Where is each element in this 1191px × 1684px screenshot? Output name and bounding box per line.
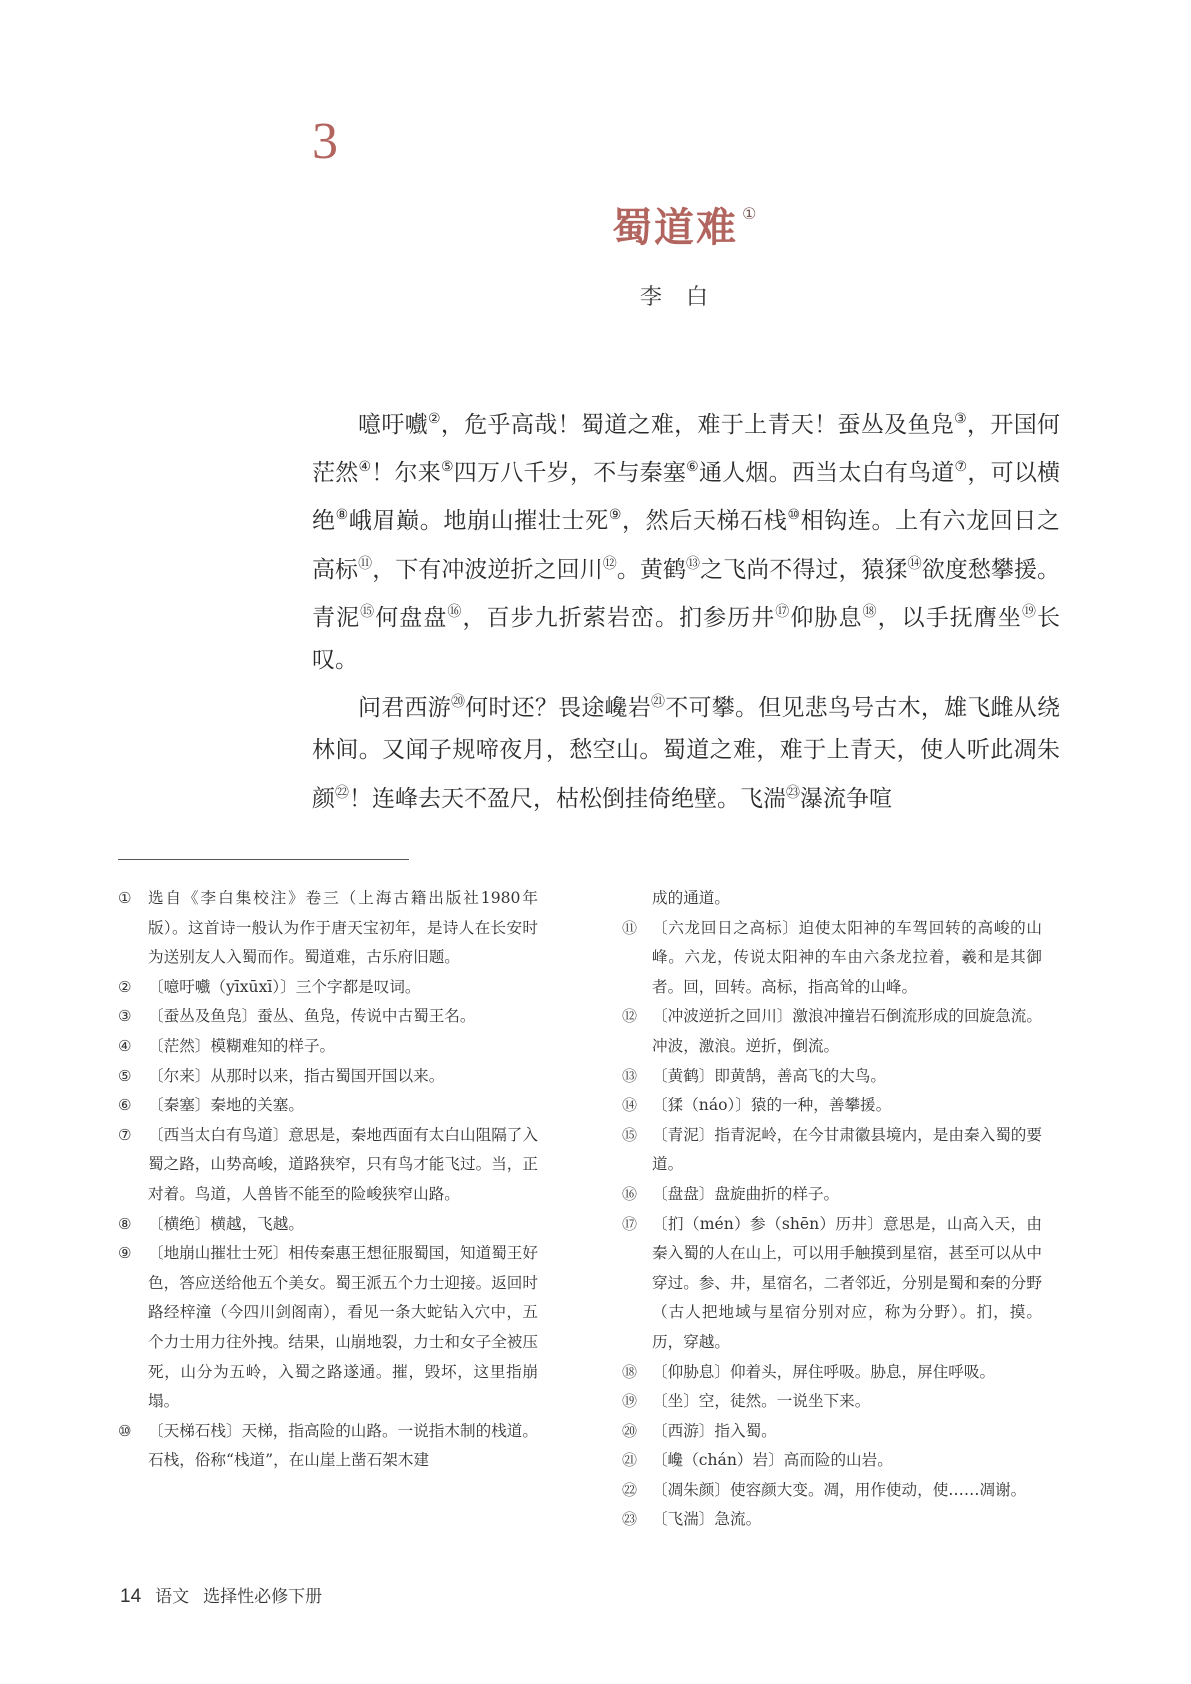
footnote-text: 〔秦塞〕秦地的关塞。 — [148, 1096, 304, 1115]
footnote-number: ① — [118, 889, 132, 907]
footnote-text: 〔仰胁息〕仰着头，屏住呼吸。胁息，屏住呼吸。 — [652, 1362, 996, 1381]
footnote-text: 〔飞湍〕急流。 — [652, 1510, 762, 1529]
footnote-text: 〔蚕丛及鱼凫〕蚕丛、鱼凫，传说中古蜀王名。 — [148, 1007, 476, 1026]
footnote-marker: ⑱ — [862, 603, 878, 620]
footnote-text: 〔西当太白有鸟道〕意思是，秦地西面有太白山阻隔了入蜀之路，山势高峻，道路狭窄，只有鸟才能飞过。当，正对着。鸟道，人兽皆不能至的险峻狭窄山路。 — [148, 1125, 538, 1203]
footnote-marker: ⑬ — [686, 555, 701, 572]
footnote-text: 〔巉（chán）岩〕高而险的山岩。 — [652, 1451, 893, 1470]
footnote-text: 〔猱（náo）〕猿的一种，善攀援。 — [652, 1096, 892, 1115]
poem-body — [312, 398, 1060, 820]
subject-label: 语文 — [155, 1587, 190, 1607]
footnote-marker: ⑩ — [787, 507, 801, 524]
footnote-text: 〔凋朱颜〕使容颜大变。凋，用作使动，使……凋谢。 — [652, 1480, 1027, 1499]
poem-text: 瀑流争喧 — [800, 785, 892, 812]
poem-text: 。黄鹤 — [616, 556, 687, 583]
footnote-marker: ⑥ — [686, 459, 699, 476]
footnote-text: 〔天梯石栈〕天梯，指高险的山路。一说指木制的栈道。石栈，俗称“栈道”，在山崖上凿石架木建 — [148, 1421, 538, 1470]
poem-title — [612, 196, 758, 253]
footnote-marker: ⑤ — [441, 459, 454, 476]
poem-text: 何盘盘 — [375, 604, 448, 631]
poem-text: 仰胁息 — [790, 604, 863, 631]
footnote-text: 〔西游〕指入蜀。 — [652, 1421, 777, 1440]
poem-text: 通人烟。西当太白有鸟道 — [698, 460, 955, 487]
page-footer — [120, 1582, 322, 1608]
footnote-number: ⑫ — [622, 1007, 638, 1026]
poem-text: ，开国何茫然 — [312, 412, 1061, 487]
poem-text: ！连峰去天不盈尺，枯松倒挂倚绝壁。飞湍 — [349, 785, 786, 812]
footnote-number: ㉑ — [622, 1451, 638, 1470]
poem-text: 不可攀。但见悲鸟号古木，雄飞雌从绕林间。又闻子规啼夜月，愁空山。蜀道之难，难于上青天，使人听此凋朱颜 — [312, 695, 1061, 812]
footnotes-right-column — [622, 884, 1042, 1535]
footnote — [118, 1032, 538, 1062]
poem-text: 问君西游 — [358, 695, 451, 722]
footnote — [622, 914, 1042, 1003]
page-number: 14 — [120, 1586, 142, 1607]
footnote — [118, 1121, 538, 1210]
footnote — [622, 1180, 1042, 1210]
poem-text: 长叹。 — [312, 604, 1060, 674]
footnote-marker: ⑧ — [335, 507, 349, 524]
footnote — [622, 1476, 1042, 1506]
footnote-marker: ㉒ — [335, 784, 349, 801]
footnote-marker: ⑨ — [608, 507, 622, 524]
footnote-marker: ③ — [954, 411, 968, 427]
footnote-number: ⑮ — [622, 1125, 638, 1144]
lesson-number: 3 — [312, 113, 338, 170]
footnote-marker: ⑪ — [358, 555, 373, 572]
footnote — [622, 1505, 1042, 1535]
footnote-text: 成的通道。 — [652, 889, 730, 907]
poem-text: ！尔来 — [371, 460, 441, 487]
footnote-text: 〔扪（mén）参（shēn）历井〕意思是，山高入天，由秦入蜀的人在山上，可以用手触摸到星宿，甚至可以从中穿过。参、井，星宿名，二者邻近，分别是蜀和秦的分野（古人把地域与星宿分别对应，称为分野）。扪，摸。历，穿越。 — [652, 1214, 1042, 1351]
footnote — [118, 1210, 538, 1240]
footnote-text: 〔青泥〕指青泥岭，在今甘肃徽县境内，是由秦入蜀的要道。 — [652, 1125, 1042, 1174]
footnote-text: 〔噫吁嚱（yīxūxī）〕三个字都是叹词。 — [148, 977, 421, 996]
footnote-text: 〔坐〕空，徒然。一说坐下来。 — [652, 1392, 871, 1411]
footnote — [118, 1062, 538, 1092]
footnote-marker: ⑫ — [602, 555, 617, 572]
footnote — [622, 1417, 1042, 1447]
footnote-marker: ④ — [358, 459, 372, 476]
footnotes-left-column — [118, 884, 538, 1476]
footnote — [622, 884, 1042, 914]
footnote-number: ⑩ — [118, 1421, 132, 1440]
footnote-number: ⑪ — [622, 918, 638, 937]
poem-text: 噫吁嚱 — [358, 412, 428, 438]
footnote — [118, 1002, 538, 1032]
footnote-text: 〔盘盘〕盘旋曲折的样子。 — [652, 1184, 840, 1203]
footnote-marker: ⑦ — [954, 459, 968, 476]
footnote — [622, 1062, 1042, 1092]
footnote-number: ⑧ — [118, 1214, 132, 1233]
footnote — [622, 1387, 1042, 1417]
poem-paragraph — [312, 398, 1060, 681]
poem-text: ，百步九折萦岩峦。扪参历井 — [462, 604, 776, 631]
footnote — [118, 1417, 538, 1476]
poem-text: 相钩连。上有六龙回日之高标 — [312, 508, 1060, 583]
footnote — [118, 1091, 538, 1121]
footnote-marker: ⑳ — [450, 694, 466, 711]
footnote-number: ⑯ — [622, 1184, 638, 1203]
footnote-number: ㉒ — [622, 1480, 638, 1499]
poem-text: 四万八千岁，不与秦塞 — [453, 460, 687, 487]
poem-text: 欲度愁攀援。青泥 — [312, 556, 1061, 631]
footnote-marker: ㉓ — [786, 784, 800, 801]
footnote-marker: ② — [428, 411, 441, 427]
footnote-text: 选自《李白集校注》卷三（上海古籍出版社1980年版）。这首诗一般认为作于唐天宝初年，是诗人在长安时为送别友人入蜀而作。蜀道难，古乐府旧题。 — [148, 889, 538, 967]
footnote-number: ⑰ — [622, 1214, 638, 1233]
footnote — [622, 1121, 1042, 1180]
footnote-text: 〔地崩山摧壮士死〕相传秦惠王想征服蜀国，知道蜀王好色，答应送给他五个美女。蜀王派五个力士迎接。返回时路经梓潼（今四川剑阁南），看见一条大蛇钻入穴中，五个力士用力往外拽。结果，山崩地裂，力士和女子全被压死，山分为五岭，入蜀之路遂通。摧，毁坏，这里指崩塌。 — [148, 1244, 538, 1411]
footnote — [622, 1446, 1042, 1476]
footnote-text: 〔黄鹤〕即黄鹄，善高飞的大鸟。 — [652, 1066, 886, 1085]
footnote-number: ③ — [118, 1007, 132, 1026]
footnote-number: ④ — [118, 1036, 132, 1055]
title-footnote-marker: ① — [742, 204, 759, 223]
footnote-number: ② — [118, 977, 132, 996]
poem-title-text: 蜀道难 — [612, 204, 738, 251]
poem-text: 何时还？畏途巉岩 — [465, 695, 652, 722]
footnote — [118, 1239, 538, 1417]
footnote — [622, 1210, 1042, 1358]
footnote-number: ⑤ — [118, 1066, 132, 1085]
footnote-marker: ⑭ — [907, 555, 922, 572]
footnote-marker: ⑮ — [360, 603, 376, 620]
footnote-number: ⑲ — [622, 1392, 638, 1411]
footnote-text: 〔冲波逆折之回川〕激浪冲撞岩石倒流形成的回旋急流。冲波，激浪。逆折，倒流。 — [652, 1007, 1042, 1055]
footnote-text: 〔尔来〕从那时以来，指古蜀国开国以来。 — [148, 1066, 445, 1085]
footnote-number: ㉓ — [622, 1510, 638, 1529]
footnote-number: ⑦ — [118, 1125, 132, 1144]
poem-text: 峨眉巅。地崩山摧壮士死 — [348, 508, 609, 535]
footnote-marker: ⑰ — [775, 603, 791, 620]
poem-text: ，下有冲波逆折之回川 — [372, 556, 603, 583]
footnote-text: 〔六龙回日之高标〕迫使太阳神的车驾回转的高峻的山峰。六龙，传说太阳神的车由六条龙拉着，羲和是其御者。回，回转。高标，指高耸的山峰。 — [652, 918, 1042, 996]
footnote-text: 〔横绝〕横越，飞越。 — [148, 1214, 304, 1233]
footnote — [622, 1002, 1042, 1061]
footnote — [622, 1358, 1042, 1388]
footnote — [622, 1091, 1042, 1121]
author-name: 李白 — [640, 285, 733, 310]
footnote-marker: ⑲ — [1021, 603, 1037, 620]
footnote-number: ⑱ — [622, 1362, 638, 1381]
poem-paragraph — [312, 681, 1060, 820]
footnote-divider — [118, 859, 409, 860]
poem-text: ，然后天梯石栈 — [622, 508, 788, 535]
poem-text: ，危乎高哉！蜀道之难，难于上青天！蚕丛及鱼凫 — [440, 412, 955, 438]
book-label: 选择性必修下册 — [203, 1587, 323, 1607]
footnote-marker: ⑯ — [447, 603, 463, 620]
footnote-number: ⑳ — [622, 1421, 638, 1440]
footnote-number: ⑭ — [622, 1096, 638, 1115]
footnote-number: ⑥ — [118, 1096, 132, 1115]
footnote — [118, 973, 538, 1003]
footnote-marker: ㉑ — [651, 694, 666, 711]
footnote-text: 〔茫然〕模糊难知的样子。 — [148, 1036, 336, 1055]
footnote-number: ⑨ — [118, 1244, 132, 1263]
footnote-number: ⑬ — [622, 1066, 638, 1085]
footnote — [118, 884, 538, 973]
poem-text: ，可以横绝 — [312, 460, 1061, 535]
poem-text: 之飞尚不得过，猿猱 — [700, 556, 908, 583]
poem-text: ，以手抚膺坐 — [877, 604, 1022, 631]
